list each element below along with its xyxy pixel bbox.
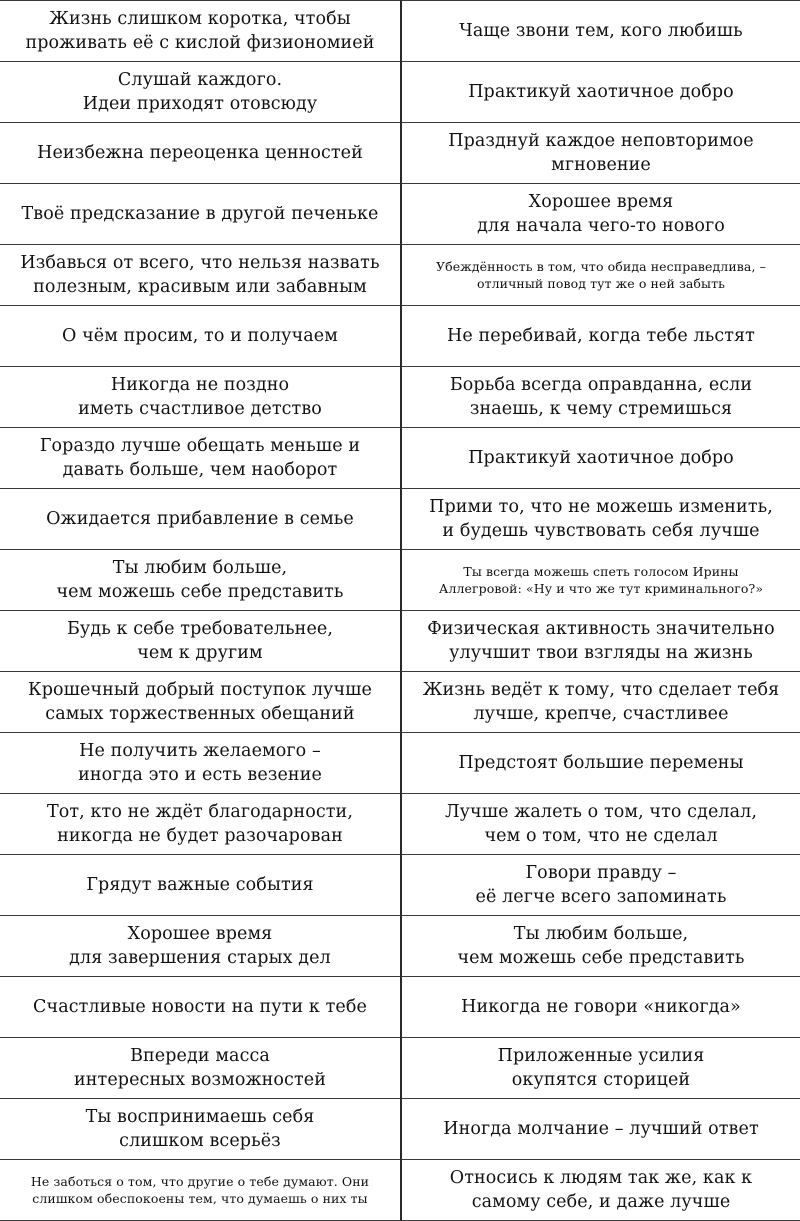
fortune-text-line: Практикуй хаотичное добро <box>468 448 734 468</box>
table-row <box>0 306 800 367</box>
fortune-text-line: Жизнь слишком коротка, чтобы <box>49 9 351 29</box>
fortune-text-line: Физическая активность значительно <box>427 619 775 639</box>
fortune-text-line: давать больше, чем наоборот <box>62 460 338 480</box>
fortune-text-line: Твоё предсказание в другой печеньке <box>21 204 379 224</box>
fortune-text-line: проживать её с кислой физиономией <box>25 33 375 53</box>
fortune-cell-left <box>0 367 401 428</box>
fortune-text-line: Предстоят большие перемены <box>458 753 744 773</box>
table-row <box>0 62 800 123</box>
fortune-text-line: Чаще звони тем, кого любишь <box>459 21 743 41</box>
fortune-text-line: Тот, кто не ждёт благодарности, <box>46 802 353 822</box>
fortune-cell-left <box>0 428 401 489</box>
fortune-cell-left <box>0 123 401 184</box>
fortune-text-line: Избавься от всего, что нельзя назвать <box>20 253 380 273</box>
fortune-text-line: Говори правду – <box>525 863 677 883</box>
fortune-text-line: Относись к людям так же, как к <box>449 1168 753 1188</box>
fortune-cell-right <box>401 1 800 62</box>
fortune-cell-left <box>0 794 401 855</box>
fortune-cell-right <box>401 123 800 184</box>
fortune-text-line: Впереди масса <box>130 1046 270 1066</box>
table-row <box>0 916 800 977</box>
table-row <box>0 977 800 1038</box>
fortune-text-line: чем о том, что не сделал <box>484 826 718 846</box>
fortune-cell-left <box>0 1 401 62</box>
table-row <box>0 855 800 916</box>
fortune-text-line: слишком всерьёз <box>119 1131 281 1151</box>
fortune-cell-left <box>0 1160 401 1221</box>
fortune-cell-right <box>401 1099 800 1160</box>
fortune-text-line: Слушай каждого. <box>117 70 283 90</box>
table-row <box>0 1038 800 1099</box>
fortune-text-line: Убеждённость в том, что обида несправедлива, – <box>436 259 766 274</box>
table-row <box>0 428 800 489</box>
fortune-text-line: Не заботься о том, что другие о тебе думают. Они <box>30 1174 370 1189</box>
fortune-text-line: Никогда не говори «никогда» <box>461 997 741 1017</box>
fortune-text-line: Неизбежна переоценка ценностей <box>37 143 363 163</box>
fortune-text-line: её легче всего запоминать <box>475 887 727 907</box>
fortune-cell-left <box>0 489 401 550</box>
fortune-cell-left <box>0 672 401 733</box>
fortune-cell-left <box>0 855 401 916</box>
fortune-cell-right <box>401 916 800 977</box>
fortune-cell-right <box>401 672 800 733</box>
fortune-text-line: Не получить желаемого – <box>79 741 321 761</box>
table-row <box>0 794 800 855</box>
fortune-text-line: Прими то, что не можешь изменить, <box>429 497 773 517</box>
table-row <box>0 184 800 245</box>
fortune-cell-right <box>401 611 800 672</box>
table-row <box>0 1 800 62</box>
table-row <box>0 245 800 306</box>
fortune-text-line: Ожидается прибавление в семье <box>46 509 354 529</box>
fortune-text-line: Жизнь ведёт к тому, что сделает тебя <box>422 680 780 700</box>
fortune-cell-right <box>401 1038 800 1099</box>
fortune-text-line: чем можешь себе представить <box>56 582 344 602</box>
fortune-cell-right <box>401 184 800 245</box>
fortune-cell-left <box>0 1038 401 1099</box>
fortune-text-line: чем можешь себе представить <box>457 948 745 968</box>
fortune-cell-left <box>0 733 401 794</box>
table-row <box>0 672 800 733</box>
fortune-text-line: Ты всегда можешь спеть голосом Ирины <box>463 564 739 579</box>
fortune-cell-left <box>0 977 401 1038</box>
fortune-text-line: для завершения старых дел <box>69 948 331 968</box>
fortune-text-line: лучше, крепче, счастливее <box>473 704 729 724</box>
fortune-text-line: О чём просим, то и получаем <box>62 326 338 346</box>
fortune-cell-right <box>401 62 800 123</box>
fortune-text-line: Будь к себе требовательнее, <box>66 619 334 639</box>
fortune-text-line: Празднуй каждое неповторимое <box>448 131 754 151</box>
fortune-cell-right <box>401 428 800 489</box>
table-row <box>0 550 800 611</box>
fortune-text-line: Ты любим больше, <box>513 924 689 944</box>
fortune-cell-right <box>401 489 800 550</box>
fortune-text-line: окупятся сторицей <box>511 1070 691 1090</box>
fortune-text-line: Иногда молчание – лучший ответ <box>443 1119 759 1139</box>
fortune-cell-left <box>0 1099 401 1160</box>
table-row <box>0 123 800 184</box>
fortune-cell-right <box>401 794 800 855</box>
fortune-text-line: улучшит твои взгляды на жизнь <box>449 643 753 663</box>
fortune-text-line: чем к другим <box>137 643 263 663</box>
fortune-text-line: полезным, красивым или забавным <box>33 277 367 297</box>
fortune-cell-right <box>401 977 800 1038</box>
fortune-text-line: самому себе, и даже лучше <box>471 1192 731 1212</box>
fortune-text-line: Не перебивай, когда тебе льстят <box>447 326 755 346</box>
fortune-text-line: мгновение <box>551 155 651 175</box>
fortune-text-line: Практикуй хаотичное добро <box>468 82 734 102</box>
fortune-text-line: слишком обеспокоены тем, что думаешь о них ты <box>32 1191 368 1206</box>
fortune-text-line: Приложенные усилия <box>497 1046 705 1066</box>
fortune-text-line: Крошечный добрый поступок лучше <box>28 680 372 700</box>
fortune-cell-left <box>0 550 401 611</box>
fortune-text-line: иметь счастливое детство <box>78 399 322 419</box>
fortune-text-line: интересных возможностей <box>74 1070 326 1090</box>
fortune-text-line: Ты любим больше, <box>112 558 288 578</box>
fortune-cell-right <box>401 550 800 611</box>
fortune-cell-right <box>401 367 800 428</box>
fortune-cell-left <box>0 62 401 123</box>
fortune-cell-left <box>0 245 401 306</box>
fortune-text-line: Идеи приходят отовсюду <box>82 94 318 114</box>
table-row <box>0 1099 800 1160</box>
fortune-text-line: Борьба всегда оправданна, если <box>449 375 753 395</box>
fortune-text-line: Счастливые новости на пути к тебе <box>33 997 367 1017</box>
fortune-text-line: самых торжественных обещаний <box>45 704 355 724</box>
fortune-text-line: для начала чего-то нового <box>477 216 725 236</box>
fortune-text-line: Никогда не поздно <box>110 375 290 395</box>
table-row <box>0 611 800 672</box>
fortune-text-line: отличный повод тут же о ней забыть <box>476 276 726 291</box>
fortune-text-line: Лучше жалеть о том, что сделал, <box>444 802 758 822</box>
fortune-cell-right <box>401 733 800 794</box>
table-row <box>0 733 800 794</box>
fortune-text-line: Хорошее время <box>528 192 674 212</box>
fortune-cell-left <box>0 916 401 977</box>
fortune-text-line: знаешь, к чему стремишься <box>469 399 733 419</box>
fortune-text-line: иногда это и есть везение <box>78 765 322 785</box>
table-row <box>0 489 800 550</box>
fortune-text-line: никогда не будет разочарован <box>57 826 343 846</box>
fortune-cell-right <box>401 1160 800 1221</box>
fortune-text-line: Хорошее время <box>127 924 273 944</box>
fortune-text-line: и будешь чувствовать себя лучше <box>442 521 760 541</box>
fortune-cell-left <box>0 184 401 245</box>
fortune-cell-right <box>401 855 800 916</box>
table-row <box>0 1160 800 1221</box>
fortune-text-line: Ты воспринимаешь себя <box>85 1107 315 1127</box>
fortune-table-body <box>0 1 800 1221</box>
fortune-text-line: Грядут важные события <box>86 875 314 895</box>
fortune-cell-right <box>401 245 800 306</box>
fortune-cell-left <box>0 306 401 367</box>
fortune-text-line: Аллегровой: «Ну и что же тут криминального?» <box>438 581 764 596</box>
fortune-text-line: Гораздо лучше обещать меньше и <box>39 436 361 456</box>
fortune-cell-right <box>401 306 800 367</box>
table-row <box>0 367 800 428</box>
fortune-cell-left <box>0 611 401 672</box>
